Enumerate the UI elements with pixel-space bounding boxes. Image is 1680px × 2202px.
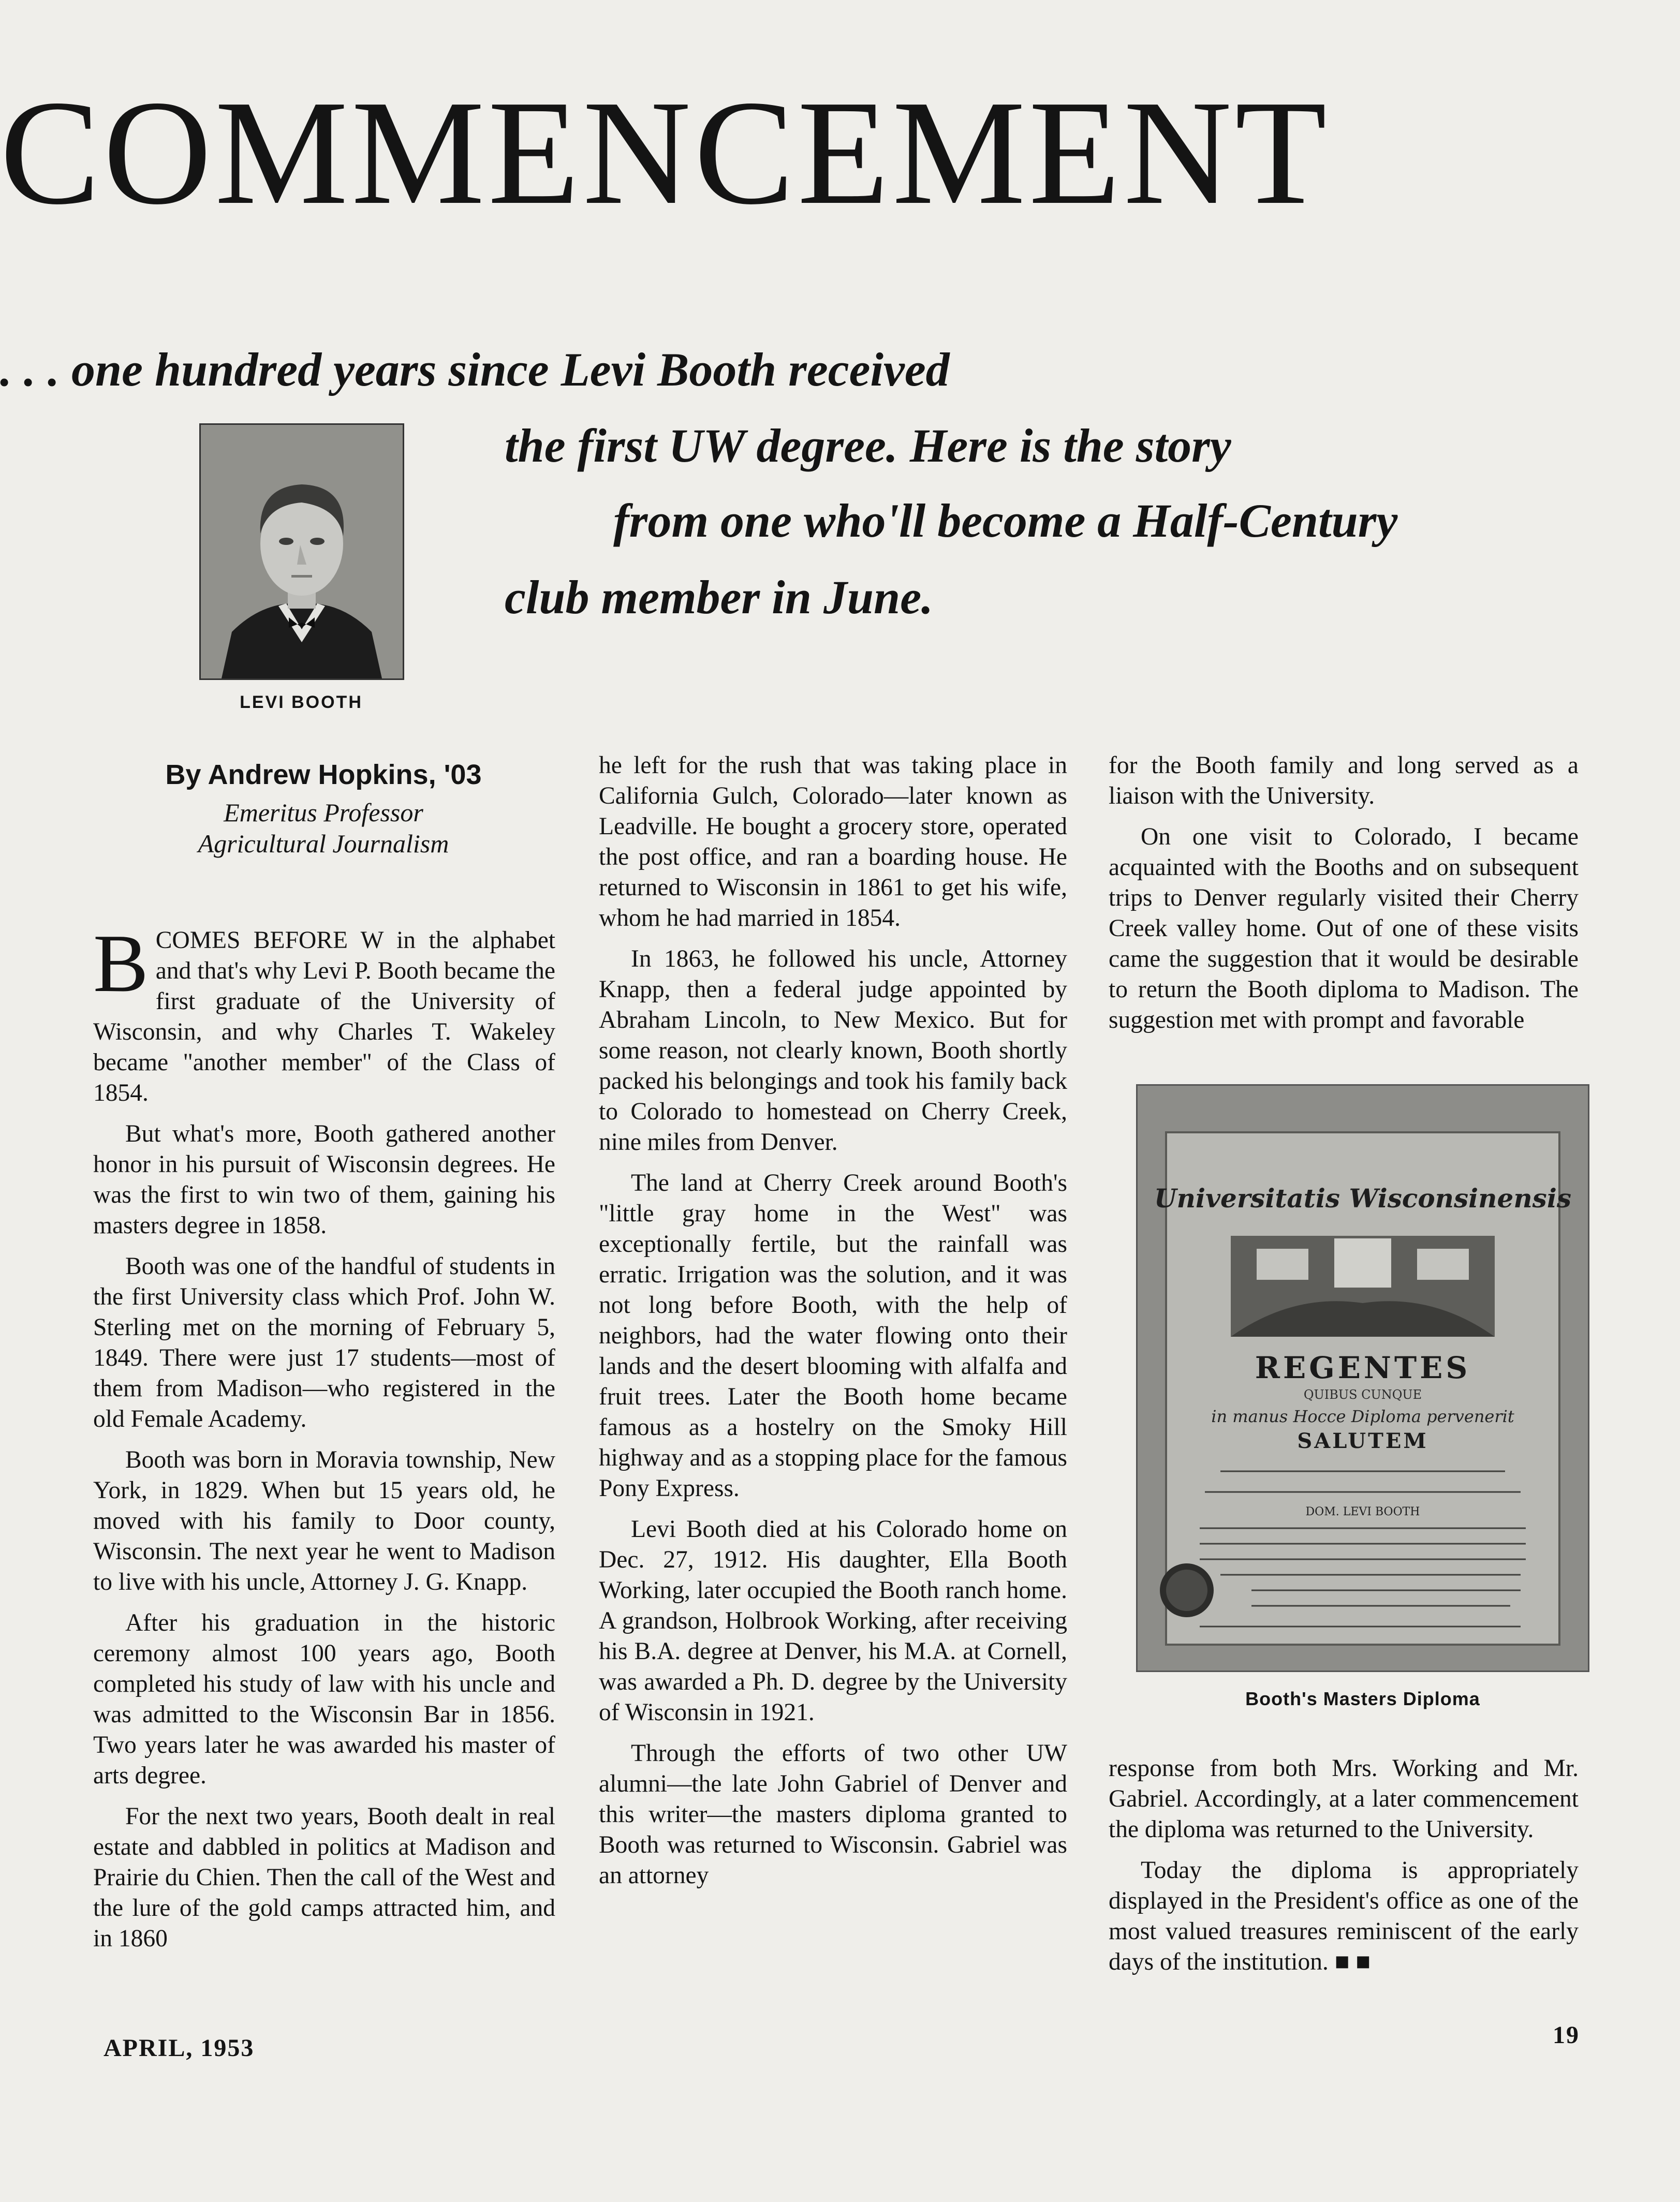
drop-cap: B [93,917,149,1009]
author-name: By Andrew Hopkins, '03 [165,759,482,790]
headline: COMMENCEMENT [0,69,1330,235]
article-paragraph: he left for the rush that was taking place in California Gulch, Colorado—later known as Leadville. He bought a grocery store, operated the post office, and ran a boarding house. He returned to Wisconsin in 1861 to get his wife, whom he had married in 1854. [599,752,1067,932]
diploma-photo [1136,1084,1589,1672]
diploma-heading: Universitatis Wisconsinensis [1154,1183,1571,1214]
page-number: 19 [1553,2021,1580,2049]
issue-date: APRIL, 1953 [104,2034,255,2062]
diploma-line-b: in manus Hocce Diploma pervenerit [1211,1407,1514,1426]
portrait-caption: LEVI BOOTH [240,692,363,712]
article-paragraph: But what's more, Booth gathered another honor in his pursuit of Wisconsin degrees. He was the first to win two of them, gaining his masters degree in 1858. [93,1120,555,1239]
article-paragraph: response from both Mrs. Working and Mr. Gabriel. Accordingly, at a later commencement the diploma was returned to the University. [1109,1755,1579,1843]
article-paragraph: After his graduation in the historic ceremony almost 100 years ago, Booth completed his study of law with his uncle and was admitted to the Wisconsin Bar in 1856. Two years later he was awarded his master of arts degree. [93,1609,555,1789]
article-paragraph: For the next two years, Booth dealt in real estate and dabbled in politics at Madison and Prairie du Chien. Then the call of the West and the lure of the gold camps attracted him, and in 1860 [93,1803,555,1952]
article-paragraph: Through the efforts of two other UW alumni—the late John Gabriel of Denver and this writer—the masters diploma granted to Booth was returned to Wisconsin. Gabriel was an attorney [599,1740,1067,1889]
levi-booth-portrait [199,423,404,680]
diploma-salutem: SALUTEM [1297,1429,1428,1453]
article-paragraph: In 1863, he followed his uncle, Attorney Knapp, then a federal judge appointed by Abraham Lincoln, to New Mexico. But for some reason, not clearly known, Booth shortly packed his belongings and took his family back to Colorado to homestead on Cherry Creek, nine miles from Denver. [599,945,1067,1156]
paragraph-text: COMES BEFORE W in the alphabet and that's why Levi P. Booth became the first graduate of the University of Wisconsin, and why Charles T. Wakeley became "another member" of the Class of 1854. [93,927,555,1106]
author-title-1: Emeritus Professor [224,797,423,827]
article-paragraph: Today the diploma is appropriately displayed in the President's office as one of the most valued treasures reminiscent of the early days of the institution. ■ ■ [1109,1857,1579,1975]
article-column-3-top [1109,750,1579,1046]
diploma-line-a: QUIBUS CUNQUE [1303,1387,1422,1402]
article-paragraph: Booth was born in Moravia township, New York, in 1829. When but 15 years old, he moved with his family to Door county, Wisconsin. The next year he went to Madison to live with his uncle, Attorney J. G. Knapp. [93,1446,555,1595]
author-title-2: Agricultural Journalism [198,829,449,858]
portrait-image [201,425,403,678]
article-paragraph: On one visit to Colorado, I became acquainted with the Booths and on subsequent trips to Denver regularly visited their Cherry Creek valley home. Out of one of these visits came the suggestion that it would be desirable to return the Booth diploma to Madison. The suggestion met with prompt and favorable [1109,823,1579,1033]
deck-line-4: club member in June. [505,571,934,624]
article-paragraph: Levi Booth died at his Colorado home on Dec. 27, 1912. His daughter, Ella Booth Working, later occupied the Booth ranch home. A grandson, Holbrook Working, after receiving his B.A. degree at Denver, his M.A. at Cornell, was awarded a Ph. D. degree by the University of Wisconsin in 1921. [599,1516,1067,1726]
byline [91,758,556,859]
article-paragraph: for the Booth family and long served as a liaison with the University. [1109,752,1579,809]
article-paragraph: The land at Cherry Creek around Booth's "little gray home in the West" was exceptionally fertile, but the rainfall was erratic. Irrigation was the solution, and it was not long before Booth, with the help of neighbors, had the water flowing onto their lands and the desert blooming with alfalfa and fruit trees. Later the Booth home became famous as a hostelry on the Smoky Hill highway and as a stopping place for the famous Pony Express. [599,1170,1067,1502]
article-paragraph: Booth was one of the handful of students in the first University class which Prof. John W. Sterling met on the morning of February 5, 1849. There were just 17 students—most of them from Madison—who registered in the old Female Academy. [93,1253,555,1432]
deck-line-1: . . . one hundred years since Levi Booth received [0,343,950,396]
article-paragraph [93,917,555,1109]
diploma-regents: REGENTES [1255,1350,1471,1385]
diploma-recipient: DOM. LEVI BOOTH [1305,1505,1420,1518]
article-column-3-bottom [1109,1753,1579,1988]
diploma-image [1138,1086,1588,1671]
deck-line-3: from one who'll become a Half-Century [613,494,1398,547]
article-column-1 [93,917,555,1964]
deck-line-2: the first UW degree. Here is the story [505,419,1231,472]
diploma-caption: Booth's Masters Diploma [1245,1688,1480,1709]
article-column-2 [599,750,1067,1901]
